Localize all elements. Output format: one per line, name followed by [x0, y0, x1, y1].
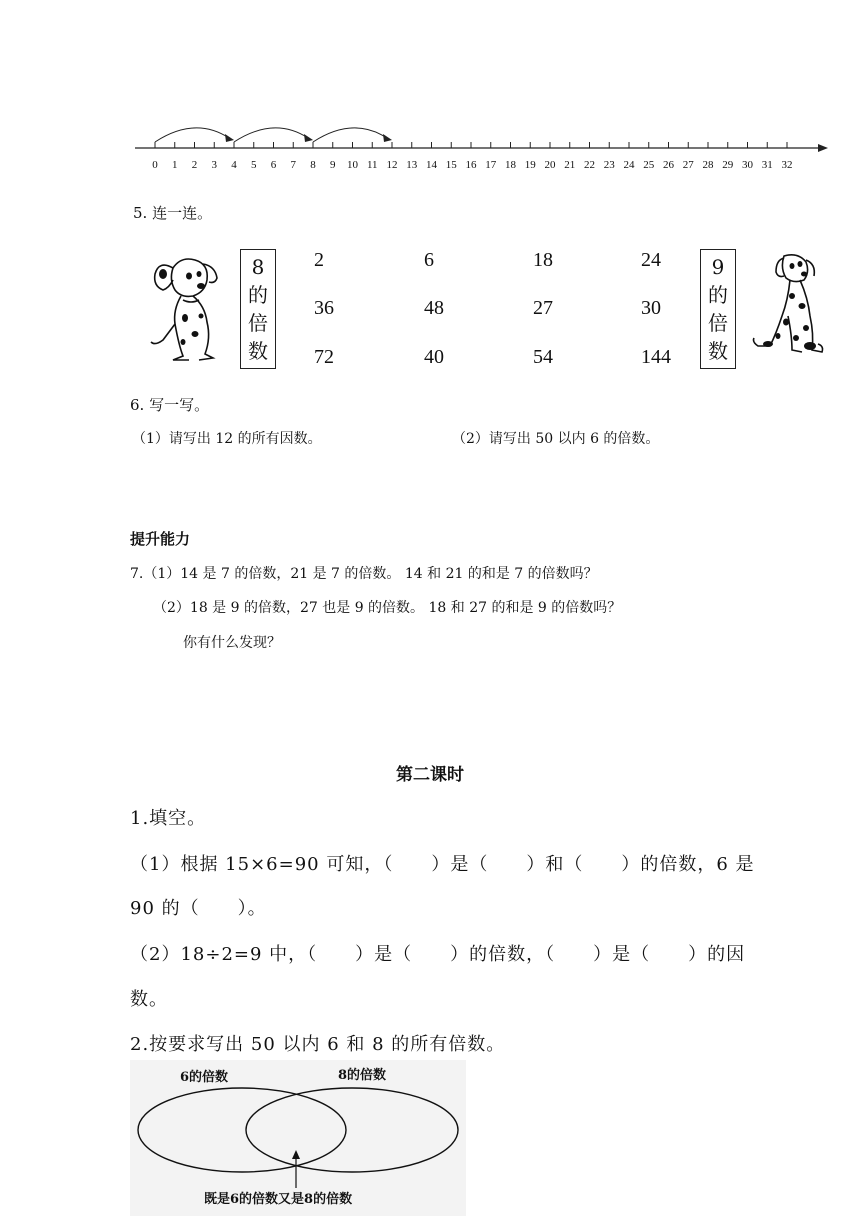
grid-number[interactable]: 6 [424, 249, 434, 271]
number-line-tick-label: 0 [152, 159, 158, 171]
number-line-tick-label: 7 [290, 159, 296, 171]
number-line-tick-label: 28 [702, 159, 714, 171]
dog-left-illustration [143, 250, 223, 368]
number-line-tick-label: 4 [231, 159, 237, 171]
grid-number[interactable]: 24 [641, 249, 661, 271]
q7-line2: （2）18 是 9 的倍数，27 也是 9 的倍数。 18 和 27 的和是 9 的倍数吗？ [153, 600, 622, 616]
number-line-tick-label: 9 [330, 159, 336, 171]
number-line-tick-label: 15 [445, 159, 457, 171]
number-line-tick-label: 8 [310, 159, 316, 171]
number-line-tick-label: 21 [564, 159, 576, 171]
number-line-tick-label: 27 [682, 159, 694, 171]
number-line-tick-label: 20 [544, 159, 556, 171]
l2q1-p2-line1: （2）18÷2=9 中，（ ）是（ ）的倍数，（ ）是（ ）的因 [130, 944, 746, 965]
number-line-tick-label: 14 [426, 159, 437, 171]
grid-number[interactable]: 48 [424, 297, 444, 319]
number-line-tick-label: 3 [211, 159, 217, 171]
number-line-tick-label: 16 [465, 159, 477, 171]
l2q1-p1-line2: 90 的（ ）。 [130, 898, 267, 919]
grid-number[interactable]: 30 [641, 297, 661, 319]
dog-right-illustration [748, 250, 828, 362]
number-line-tick-label: 11 [366, 159, 378, 171]
q7-line1: 7.（1）14 是 7 的倍数，21 是 7 的倍数。 14 和 21 的和是 7 的倍数吗？ [130, 566, 598, 582]
box-multiples-of-9 [700, 249, 736, 369]
number-line-tick-label: 23 [603, 159, 615, 171]
number-line-tick-label: 31 [761, 159, 773, 171]
grid-number[interactable]: 144 [641, 346, 671, 368]
grid-number[interactable]: 54 [533, 346, 553, 368]
grid-number[interactable]: 40 [424, 346, 444, 368]
number-line-tick-label: 32 [781, 159, 793, 171]
number-line-tick-label: 2 [191, 159, 198, 171]
number-line-tick-label: 5 [251, 159, 257, 171]
grid-number[interactable]: 27 [533, 297, 553, 319]
l2q1-title: 1.填空。 [130, 808, 207, 829]
number-line-tick-label: 30 [742, 159, 753, 171]
q5-title: 5. 连一连。 [133, 204, 213, 222]
l2q1-p2-line2: 数。 [130, 989, 168, 1010]
section-heading-improve: 提升能力 [130, 530, 191, 548]
venn-label-both: 既是6的倍数又是8的倍数 [204, 1192, 353, 1207]
number-line-tick-label: 25 [643, 159, 655, 171]
box8-char-2: 的 [248, 283, 268, 307]
box9-char-1: 9 [711, 255, 725, 279]
number-line-tick-label: 26 [663, 159, 674, 171]
number-line [0, 0, 860, 180]
box9-char-2: 的 [708, 283, 728, 307]
number-line-tick-label: 29 [722, 159, 734, 171]
q6-title: 6. 写一写。 [130, 396, 210, 414]
box9-char-4: 数 [708, 339, 728, 363]
number-line-tick-label: 12 [386, 159, 398, 171]
venn-label-8: 8的倍数 [338, 1068, 387, 1083]
lesson2-title: 第二课时 [396, 765, 464, 785]
number-line-graphic [0, 0, 860, 180]
number-line-tick-label: 10 [347, 159, 358, 171]
grid-number[interactable]: 2 [314, 249, 324, 271]
box9-char-3: 倍 [708, 311, 728, 335]
number-line-tick-label: 17 [485, 159, 497, 171]
number-line-tick-label: 18 [505, 159, 516, 171]
number-line-tick-label: 19 [524, 159, 536, 171]
number-line-tick-label: 1 [172, 159, 178, 171]
venn-diagram [130, 1060, 466, 1216]
box-multiples-of-8 [240, 249, 276, 369]
l2q1-p1-line1: （1）根据 15×6=90 可知，（ ）是（ ）和（ ）的倍数，6 是 [130, 854, 755, 875]
grid-number[interactable]: 72 [314, 346, 334, 368]
number-line-tick-label: 22 [584, 159, 595, 171]
number-line-tick-label: 6 [270, 159, 277, 171]
q6-part1: （1）请写出 12 的所有因数。 [132, 431, 322, 447]
q6-part2: （2）请写出 50 以内 6 的倍数。 [452, 431, 660, 447]
box8-char-4: 数 [248, 339, 268, 363]
box8-char-1: 8 [251, 255, 265, 279]
number-line-tick-label: 24 [623, 159, 635, 171]
grid-number[interactable]: 36 [314, 297, 334, 319]
venn-label-6: 6的倍数 [180, 1070, 229, 1085]
l2q2-title: 2.按要求写出 50 以内 6 和 8 的所有倍数。 [130, 1034, 506, 1055]
number-line-tick-label: 13 [406, 159, 418, 171]
box8-char-3: 倍 [248, 311, 268, 335]
q7-line3: 你有什么发现？ [183, 635, 281, 651]
grid-number[interactable]: 18 [533, 249, 553, 271]
